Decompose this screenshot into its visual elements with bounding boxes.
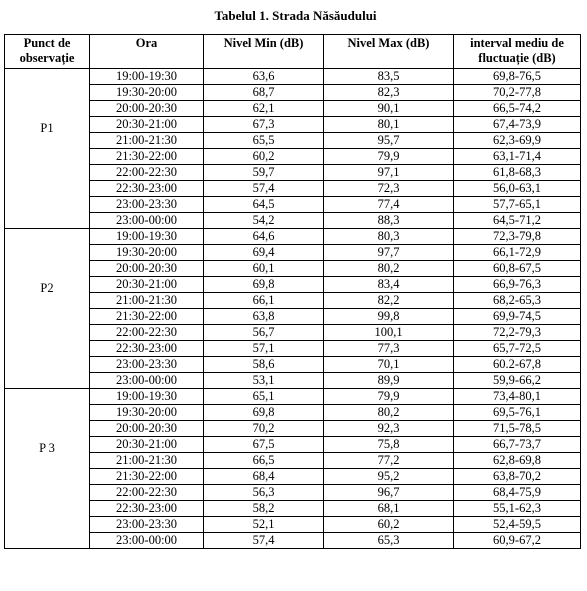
max-level-cell: 79,9 bbox=[324, 389, 454, 405]
observation-point-cell: P 3 bbox=[5, 389, 90, 549]
min-level-cell: 58,2 bbox=[204, 501, 324, 517]
max-level-cell: 83,5 bbox=[324, 69, 454, 85]
table-caption: Tabelul 1. Strada Năsăudului bbox=[214, 8, 377, 23]
fluctuation-cell: 55,1-62,3 bbox=[454, 501, 581, 517]
min-level-cell: 67,3 bbox=[204, 117, 324, 133]
time-cell: 19:30-20:00 bbox=[90, 245, 204, 261]
fluctuation-cell: 71,5-78,5 bbox=[454, 421, 581, 437]
fluctuation-cell: 66,1-72,9 bbox=[454, 245, 581, 261]
fluctuation-cell: 63,1-71,4 bbox=[454, 149, 581, 165]
table-row bbox=[5, 469, 581, 485]
fluctuation-cell: 57,7-65,1 bbox=[454, 197, 581, 213]
fluctuation-cell: 60,8-67,5 bbox=[454, 261, 581, 277]
table-row bbox=[5, 293, 581, 309]
fluctuation-cell: 69,9-74,5 bbox=[454, 309, 581, 325]
table-row bbox=[5, 213, 581, 229]
min-level-cell: 56,3 bbox=[204, 485, 324, 501]
time-cell: 21:00-21:30 bbox=[90, 293, 204, 309]
table-row bbox=[5, 405, 581, 421]
table-row bbox=[5, 501, 581, 517]
max-level-cell: 95,2 bbox=[324, 469, 454, 485]
table-row bbox=[5, 245, 581, 261]
fluctuation-cell: 73,4-80,1 bbox=[454, 389, 581, 405]
time-cell: 21:00-21:30 bbox=[90, 133, 204, 149]
max-level-cell: 75,8 bbox=[324, 437, 454, 453]
time-cell: 20:30-21:00 bbox=[90, 437, 204, 453]
max-level-cell: 97,1 bbox=[324, 165, 454, 181]
fluctuation-cell: 68,2-65,3 bbox=[454, 293, 581, 309]
time-cell: 19:30-20:00 bbox=[90, 405, 204, 421]
time-cell: 20:00-20:30 bbox=[90, 101, 204, 117]
table-row bbox=[5, 261, 581, 277]
fluctuation-cell: 69,5-76,1 bbox=[454, 405, 581, 421]
min-level-cell: 64,6 bbox=[204, 229, 324, 245]
table-row bbox=[5, 341, 581, 357]
header-min-level: Nivel Min (dB) bbox=[204, 35, 324, 69]
table-row bbox=[5, 181, 581, 197]
observation-point-cell: P2 bbox=[5, 229, 90, 389]
table-row bbox=[5, 69, 581, 85]
time-cell: 21:30-22:00 bbox=[90, 149, 204, 165]
table-row bbox=[5, 437, 581, 453]
max-level-cell: 60,2 bbox=[324, 517, 454, 533]
max-level-cell: 80,2 bbox=[324, 261, 454, 277]
table-row bbox=[5, 277, 581, 293]
table-row bbox=[5, 229, 581, 245]
max-level-cell: 88,3 bbox=[324, 213, 454, 229]
fluctuation-cell: 52,4-59,5 bbox=[454, 517, 581, 533]
max-level-cell: 92,3 bbox=[324, 421, 454, 437]
max-level-cell: 79,9 bbox=[324, 149, 454, 165]
time-cell: 22:30-23:00 bbox=[90, 181, 204, 197]
header-fluctuation-interval: interval mediu de fluctuație (dB) bbox=[454, 35, 581, 69]
time-cell: 20:00-20:30 bbox=[90, 261, 204, 277]
table-row bbox=[5, 133, 581, 149]
max-level-cell: 70,1 bbox=[324, 357, 454, 373]
min-level-cell: 60,2 bbox=[204, 149, 324, 165]
table-row bbox=[5, 309, 581, 325]
min-level-cell: 66,5 bbox=[204, 453, 324, 469]
min-level-cell: 52,1 bbox=[204, 517, 324, 533]
time-cell: 20:30-21:00 bbox=[90, 277, 204, 293]
time-cell: 22:30-23:00 bbox=[90, 341, 204, 357]
min-level-cell: 57,4 bbox=[204, 181, 324, 197]
table-row bbox=[5, 101, 581, 117]
fluctuation-cell: 68,4-75,9 bbox=[454, 485, 581, 501]
max-level-cell: 97,7 bbox=[324, 245, 454, 261]
table-row bbox=[5, 421, 581, 437]
max-level-cell: 89,9 bbox=[324, 373, 454, 389]
max-level-cell: 96,7 bbox=[324, 485, 454, 501]
time-cell: 20:00-20:30 bbox=[90, 421, 204, 437]
min-level-cell: 66,1 bbox=[204, 293, 324, 309]
fluctuation-cell: 72,3-79,8 bbox=[454, 229, 581, 245]
time-cell: 23:00-00:00 bbox=[90, 533, 204, 549]
min-level-cell: 63,6 bbox=[204, 69, 324, 85]
header-observation-point: Punct de observație bbox=[5, 35, 90, 69]
max-level-cell: 83,4 bbox=[324, 277, 454, 293]
time-cell: 22:00-22:30 bbox=[90, 485, 204, 501]
max-level-cell: 80,3 bbox=[324, 229, 454, 245]
table-row bbox=[5, 533, 581, 549]
fluctuation-cell: 59,9-66,2 bbox=[454, 373, 581, 389]
fluctuation-cell: 65,7-72,5 bbox=[454, 341, 581, 357]
fluctuation-cell: 70,2-77,8 bbox=[454, 85, 581, 101]
time-cell: 19:00-19:30 bbox=[90, 69, 204, 85]
max-level-cell: 77,4 bbox=[324, 197, 454, 213]
time-cell: 23:00-23:30 bbox=[90, 357, 204, 373]
fluctuation-cell: 66,7-73,7 bbox=[454, 437, 581, 453]
time-cell: 21:30-22:00 bbox=[90, 469, 204, 485]
fluctuation-cell: 66,5-74,2 bbox=[454, 101, 581, 117]
time-cell: 22:30-23:00 bbox=[90, 501, 204, 517]
max-level-cell: 82,3 bbox=[324, 85, 454, 101]
max-level-cell: 95,7 bbox=[324, 133, 454, 149]
table-row bbox=[5, 325, 581, 341]
fluctuation-cell: 60.2-67,8 bbox=[454, 357, 581, 373]
time-cell: 19:30-20:00 bbox=[90, 85, 204, 101]
min-level-cell: 59,7 bbox=[204, 165, 324, 181]
time-cell: 23:00-23:30 bbox=[90, 517, 204, 533]
fluctuation-cell: 56,0-63,1 bbox=[454, 181, 581, 197]
min-level-cell: 53,1 bbox=[204, 373, 324, 389]
min-level-cell: 65,5 bbox=[204, 133, 324, 149]
time-cell: 21:00-21:30 bbox=[90, 453, 204, 469]
min-level-cell: 65,1 bbox=[204, 389, 324, 405]
table-row bbox=[5, 117, 581, 133]
fluctuation-cell: 61,8-68,3 bbox=[454, 165, 581, 181]
min-level-cell: 57,1 bbox=[204, 341, 324, 357]
max-level-cell: 72,3 bbox=[324, 181, 454, 197]
header-time: Ora bbox=[90, 35, 204, 69]
time-cell: 23:00-23:30 bbox=[90, 197, 204, 213]
time-cell: 23:00-00:00 bbox=[90, 213, 204, 229]
max-level-cell: 68,1 bbox=[324, 501, 454, 517]
time-cell: 23:00-00:00 bbox=[90, 373, 204, 389]
min-level-cell: 62,1 bbox=[204, 101, 324, 117]
min-level-cell: 54,2 bbox=[204, 213, 324, 229]
table-row bbox=[5, 197, 581, 213]
fluctuation-cell: 69,8-76,5 bbox=[454, 69, 581, 85]
table-row bbox=[5, 453, 581, 469]
time-cell: 20:30-21:00 bbox=[90, 117, 204, 133]
table-row bbox=[5, 485, 581, 501]
fluctuation-cell: 62,8-69,8 bbox=[454, 453, 581, 469]
max-level-cell: 77,3 bbox=[324, 341, 454, 357]
min-level-cell: 67,5 bbox=[204, 437, 324, 453]
header-max-level: Nivel Max (dB) bbox=[324, 35, 454, 69]
table-row bbox=[5, 165, 581, 181]
fluctuation-cell: 64,5-71,2 bbox=[454, 213, 581, 229]
table-row bbox=[5, 389, 581, 405]
table-row bbox=[5, 373, 581, 389]
fluctuation-cell: 63,8-70,2 bbox=[454, 469, 581, 485]
min-level-cell: 69,8 bbox=[204, 405, 324, 421]
table-row bbox=[5, 357, 581, 373]
max-level-cell: 99,8 bbox=[324, 309, 454, 325]
min-level-cell: 58,6 bbox=[204, 357, 324, 373]
fluctuation-cell: 66,9-76,3 bbox=[454, 277, 581, 293]
observation-point-cell: P1 bbox=[5, 69, 90, 229]
max-level-cell: 77,2 bbox=[324, 453, 454, 469]
max-level-cell: 82,2 bbox=[324, 293, 454, 309]
fluctuation-cell: 72,2-79,3 bbox=[454, 325, 581, 341]
table-header-row bbox=[5, 35, 581, 69]
time-cell: 22:00-22:30 bbox=[90, 165, 204, 181]
time-cell: 19:00-19:30 bbox=[90, 389, 204, 405]
table-body bbox=[5, 69, 581, 549]
max-level-cell: 65,3 bbox=[324, 533, 454, 549]
min-level-cell: 60,1 bbox=[204, 261, 324, 277]
min-level-cell: 69,4 bbox=[204, 245, 324, 261]
fluctuation-cell: 62,3-69,9 bbox=[454, 133, 581, 149]
min-level-cell: 70,2 bbox=[204, 421, 324, 437]
fluctuation-cell: 67,4-73,9 bbox=[454, 117, 581, 133]
table-row bbox=[5, 149, 581, 165]
table-row bbox=[5, 517, 581, 533]
max-level-cell: 90,1 bbox=[324, 101, 454, 117]
min-level-cell: 69,8 bbox=[204, 277, 324, 293]
max-level-cell: 80,2 bbox=[324, 405, 454, 421]
min-level-cell: 57,4 bbox=[204, 533, 324, 549]
min-level-cell: 68,7 bbox=[204, 85, 324, 101]
max-level-cell: 80,1 bbox=[324, 117, 454, 133]
min-level-cell: 56,7 bbox=[204, 325, 324, 341]
max-level-cell: 100,1 bbox=[324, 325, 454, 341]
time-cell: 19:00-19:30 bbox=[90, 229, 204, 245]
time-cell: 21:30-22:00 bbox=[90, 309, 204, 325]
time-cell: 22:00-22:30 bbox=[90, 325, 204, 341]
noise-level-table bbox=[4, 34, 581, 549]
min-level-cell: 63,8 bbox=[204, 309, 324, 325]
fluctuation-cell: 60,9-67,2 bbox=[454, 533, 581, 549]
table-row bbox=[5, 85, 581, 101]
min-level-cell: 68,4 bbox=[204, 469, 324, 485]
min-level-cell: 64,5 bbox=[204, 197, 324, 213]
